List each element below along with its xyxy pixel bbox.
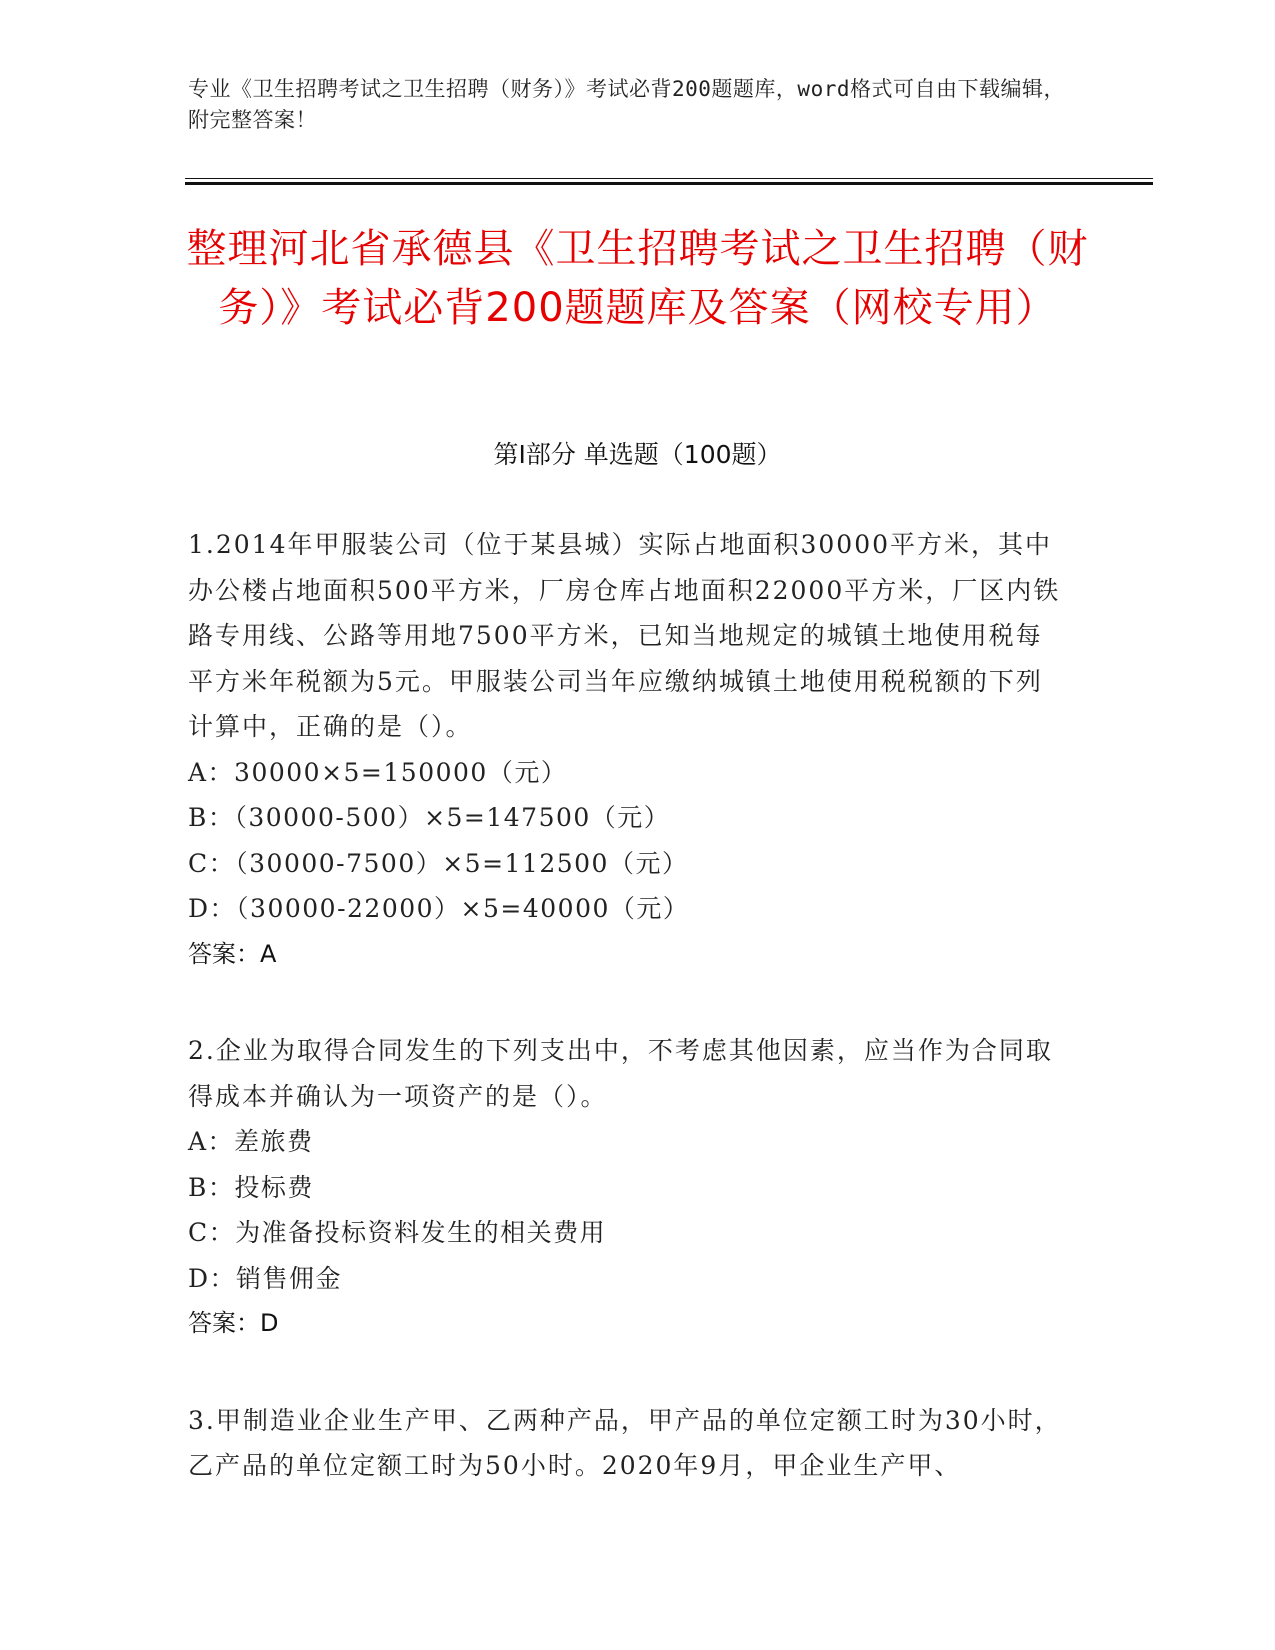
question-2 [188, 1028, 1068, 1347]
question-stem: 3.甲制造业企业生产甲、乙两种产品，甲产品的单位定额工时为30小时，乙产品的单位定额工时为50小时。2020年9月，甲企业生产甲、 [188, 1405, 1062, 1480]
option-d: D：销售佣金 [188, 1263, 343, 1293]
option-b: B：投标费 [188, 1172, 314, 1202]
option-a: A：30000×5=150000（元） [188, 757, 568, 787]
option-b: B：（30000-500）×5=147500（元） [188, 803, 671, 832]
question-3 [188, 1398, 1068, 1489]
document-title: 整理河北省承德县《卫生招聘考试之卫生招聘（财务）》考试必背200题题库及答案（网校专用） [186, 226, 1089, 331]
section-title: 第Ⅰ部分 单选题（100题） [493, 440, 782, 469]
option-c: C：为准备投标资料发生的相关费用 [188, 1218, 607, 1247]
header-divider-thin [185, 178, 1153, 179]
answer: 答案：A [188, 939, 277, 968]
header-note: 专业《卫生招聘考试之卫生招聘（财务）》考试必背200题题库，word格式可自由下载编辑，附完整答案！ [188, 77, 1065, 132]
option-a: A：差旅费 [188, 1127, 314, 1156]
option-d: D：（30000-22000）×5=40000（元） [188, 894, 690, 923]
question-list [188, 522, 1068, 1540]
option-c: C：（30000-7500）×5=112500（元） [188, 848, 689, 878]
answer: 答案：D [188, 1309, 279, 1337]
question-stem: 1.2014年甲服装公司（位于某县城）实际占地面积30000平方米，其中办公楼占地面积500平方米，厂房仓库占地面积22000平方米，厂区内铁路专用线、公路等用地7500平方米，已知当地规定的城镇土地使用税每平方米年税额为5元。甲服装公司当年应缴纳城镇土地使用税税额的下列计算中，正确的是（）。 [188, 530, 1061, 741]
question-stem: 2.企业为取得合同发生的下列支出中，不考虑其他因素，应当作为合同取得成本并确认为一项资产的是（）。 [188, 1036, 1053, 1111]
header-divider-thick [185, 182, 1153, 185]
question-1 [188, 522, 1068, 977]
